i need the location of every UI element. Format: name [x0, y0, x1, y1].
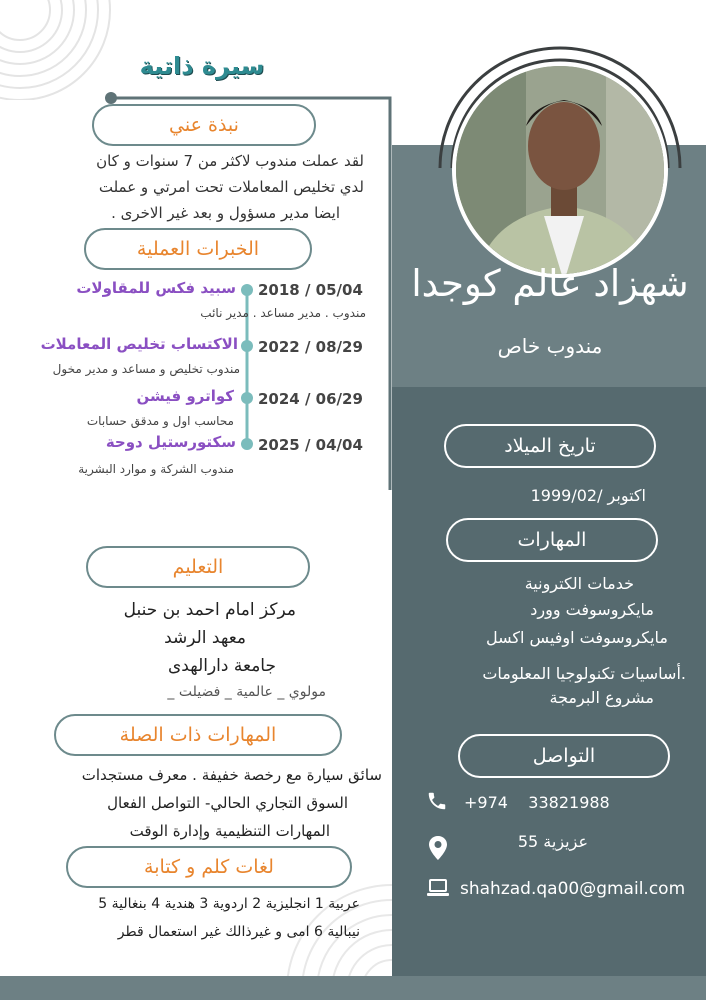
skills-heading: المهارات — [446, 518, 658, 562]
experience-desc: مندوب الشركة و موارد البشرية — [78, 462, 234, 476]
cv-script-title: سيرة ذاتية — [139, 52, 265, 80]
timeline-dot — [241, 284, 253, 296]
about-heading: نبذة عني — [92, 104, 316, 146]
skills-line-3: مايكروسوفت اوفيس اكسل — [486, 628, 668, 647]
experience-heading: الخبرات العملية — [84, 228, 312, 270]
languages-line-1: عربية 1 انجليزية 2 اردوية 3 هندية 4 بنغالية 5 — [98, 896, 360, 912]
experience-date: 2018 / 05/04 — [258, 281, 363, 299]
experience-desc: محاسب اول و مدقق حسابات — [86, 414, 234, 428]
related-skills-line-3: المهارات التنظيمية وإدارة الوقت — [129, 822, 330, 840]
birth-value: 1999/اكتوبر /02 — [530, 486, 646, 505]
timeline-dot — [241, 340, 253, 352]
decorative-arcs-top-left — [0, 0, 120, 100]
phone-icon — [426, 790, 448, 812]
contact-phone[interactable]: +974 33821988 — [464, 793, 610, 812]
experience-desc: مندوب . مدير مساعد . مدير نائب — [200, 306, 366, 320]
experience-company: سبيد فكس للمقاولات — [76, 279, 236, 297]
related-skills-line-2: السوق التجاري الحالي- التواصل الفعال — [107, 794, 348, 812]
education-line-1: مركز امام احمد بن حنبل — [123, 600, 296, 620]
related-skills-heading: المهارات ذات الصلة — [54, 714, 342, 756]
profile-role: مندوب خاص — [497, 334, 603, 358]
laptop-icon — [426, 878, 450, 898]
education-line-2: معهد الرشد — [164, 628, 246, 648]
languages-line-2: نيبالية 6 امى و غيرذالك غير استعمال قطر — [117, 924, 360, 940]
profile-photo — [452, 62, 668, 278]
skills-line-4: أساسيات تكنولوجيا المعلومات. — [482, 664, 686, 683]
about-line-3: ايضا مدير مسؤول و بعد غير الاخرى . — [111, 204, 340, 222]
timeline-dot — [241, 392, 253, 404]
experience-date: 2025 / 04/04 — [258, 436, 363, 454]
bottom-strip — [0, 976, 706, 1000]
timeline-dot — [241, 438, 253, 450]
experience-company: كواترو فيشن — [136, 387, 234, 405]
skills-line-5: مشروع البرمجة — [549, 688, 654, 707]
experience-date: 2022 / 08/29 — [258, 338, 363, 356]
skills-line-2: مايكروسوفت وورد — [530, 600, 654, 619]
experience-date: 2024 / 06/29 — [258, 390, 363, 408]
languages-heading: لغات كلم و كتابة — [66, 846, 352, 888]
contact-address: عزيزية 55 — [517, 832, 588, 851]
experience-company: الاكتساب تخليص المعاملات — [40, 335, 238, 353]
education-line-4: مولوي _ عالمية _ فضيلت _ — [167, 684, 326, 700]
experience-desc: مندوب تخليص و مساعد و مدير مخول — [52, 362, 240, 376]
contact-email[interactable]: shahzad.qa00@gmail.com — [460, 879, 686, 899]
about-line-1: لقد عملت مندوب لاكثر من 7 سنوات و كان — [96, 152, 364, 170]
skills-line-1: خدمات الكترونية — [524, 574, 634, 593]
education-line-3: جامعة دارالهدى — [168, 656, 276, 676]
profile-name: شهزاد عالم كوجدا — [411, 262, 689, 305]
location-pin-icon — [428, 836, 448, 860]
related-skills-line-1: سائق سيارة مع رخصة خفيفة . معرف مستجدات — [81, 766, 382, 784]
education-heading: التعليم — [86, 546, 310, 588]
birth-heading: تاريخ الميلاد — [444, 424, 656, 468]
experience-company: سكتورستيل دوحة — [105, 433, 236, 451]
about-line-2: لدي تخليص المعاملات تحت امرتي و عملت — [98, 178, 364, 196]
contact-heading: التواصل — [458, 734, 670, 778]
